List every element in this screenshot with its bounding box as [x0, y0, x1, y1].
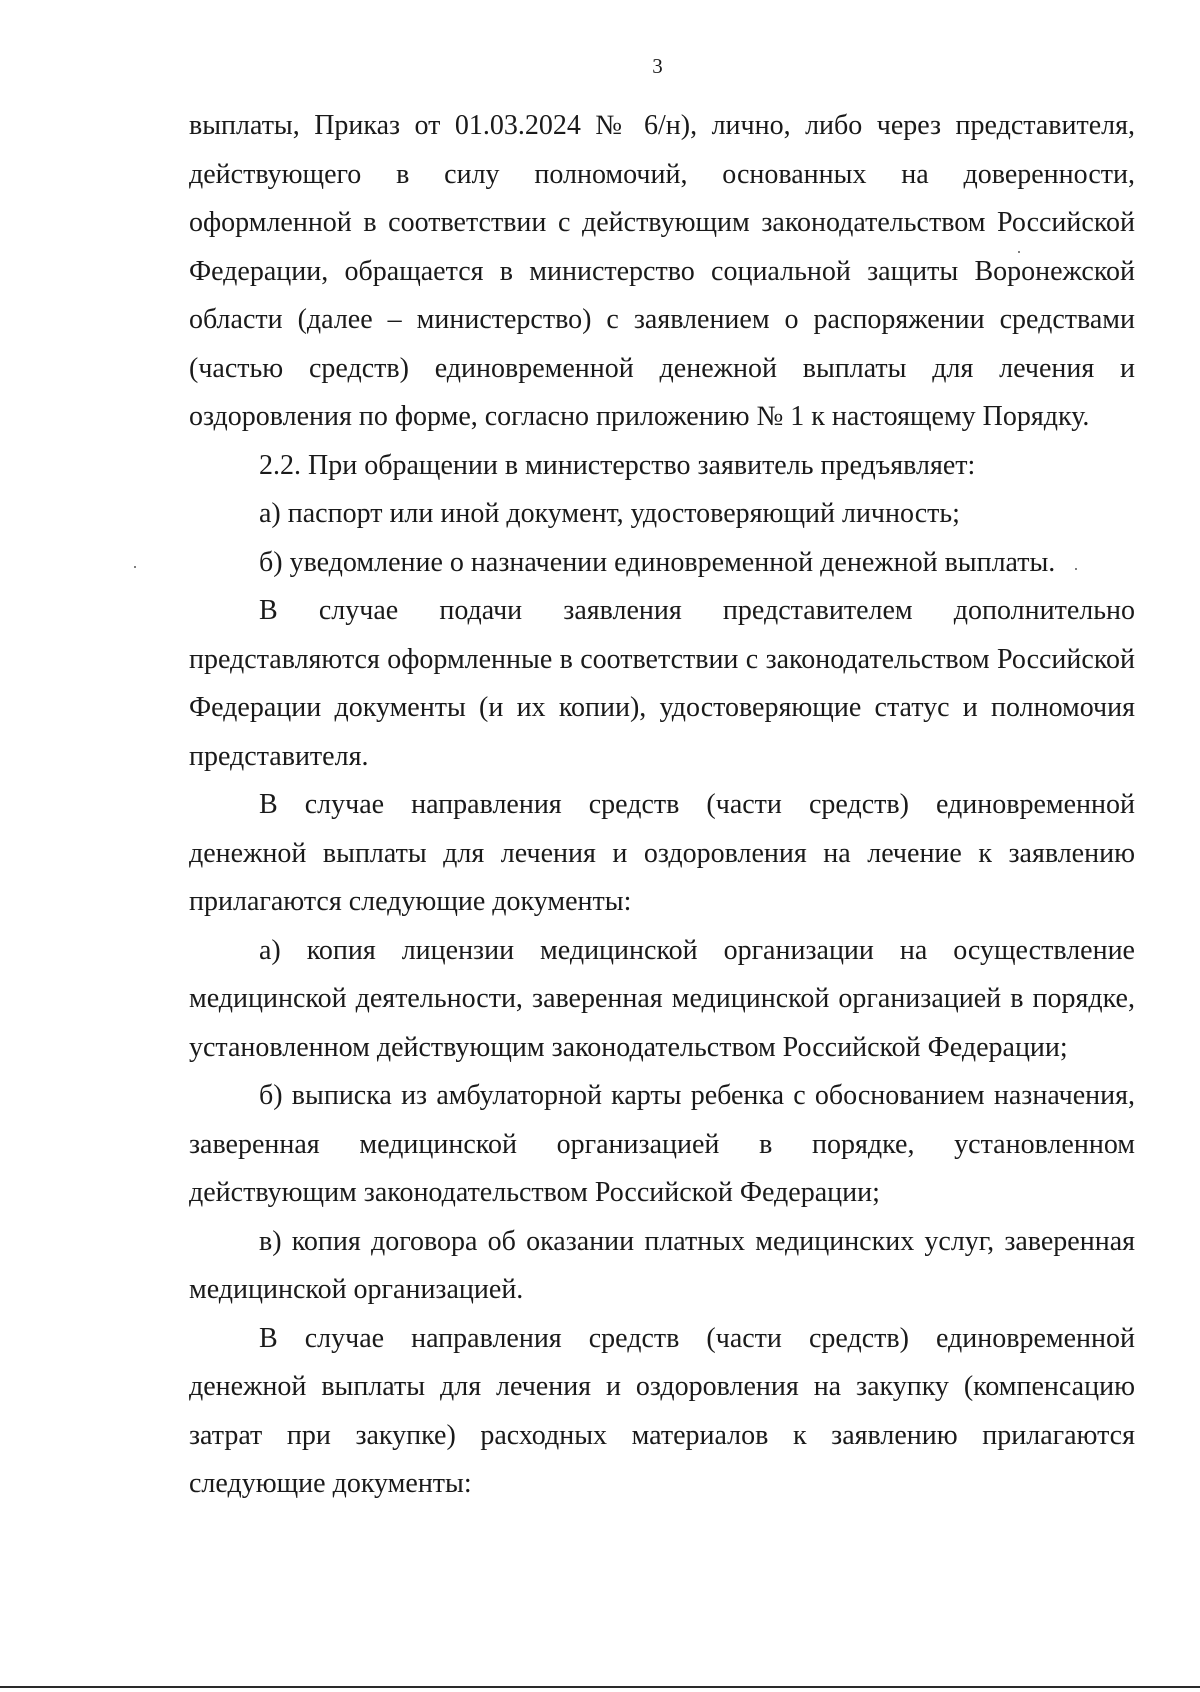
paragraph-materials-documents: В случае направления средств (части средств) единовременной денежной выплаты для лечения и оздоровления на закупку (компенсацию затрат при закупке) расходных материалов к заявлению прилагаются следующие документы: [189, 1322, 1135, 1499]
scan-speck [1018, 251, 1020, 253]
scan-speck [1075, 568, 1077, 570]
list-item-medical-extract: б) выписка из амбулаторной карты ребенка с обоснованием назначения, заверенная медицинской организацией в порядке, установленном действующим законодательством Российской Федерации; [189, 1080, 1135, 1208]
paragraph-treatment-documents: В случае направления средств (части средств) единовременной денежной выплаты для лечения и оздоровления на лечение к заявлению прилагаются следующие документы: [189, 789, 1135, 917]
list-item-passport: а) паспорт или иной документ, удостоверяющий личность; [259, 498, 960, 529]
document-body [189, 102, 1135, 1509]
list-item-notification: б) уведомление о назначении единовременной денежной выплаты. [259, 546, 1056, 578]
scan-speck [134, 566, 136, 568]
paragraph-representative: В случае подачи заявления представителем дополнительно представляются оформленные в соответствии с законодательством Российской Федерации документы (и их копии), удостоверяющие статус и полномочия представителя. [189, 595, 1135, 772]
list-item-contract-copy: в) копия договора об оказании платных медицинских услуг, заверенная медицинской организацией. [189, 1225, 1135, 1305]
page-number: 3 [652, 54, 663, 78]
paragraph-2-2-heading: 2.2. При обращении в министерство заявитель предъявляет: [259, 449, 976, 481]
page-bottom-edge [0, 1686, 1200, 1688]
paragraph-request-procedure: выплаты, Приказ от 01.03.2024 № 6/н), лично, либо через представителя, действующего в силу полномочий, основанных на доверенности, оформленной в соответствии с действующим законодательством Российской Федерации, обращается в министерство социальной защиты Воронежской области (далее – министерство) с заявлением о распоряжении средствами (частью средств) единовременной денежной выплаты для лечения и оздоровления по форме, согласно приложению № 1 к настоящему Порядку. [189, 110, 1135, 432]
list-item-license-copy: а) копия лицензии медицинской организации на осуществление медицинской деятельности, заверенная медицинской организацией в порядке, установленном действующим законодательством Российской Федерации; [189, 934, 1135, 1063]
